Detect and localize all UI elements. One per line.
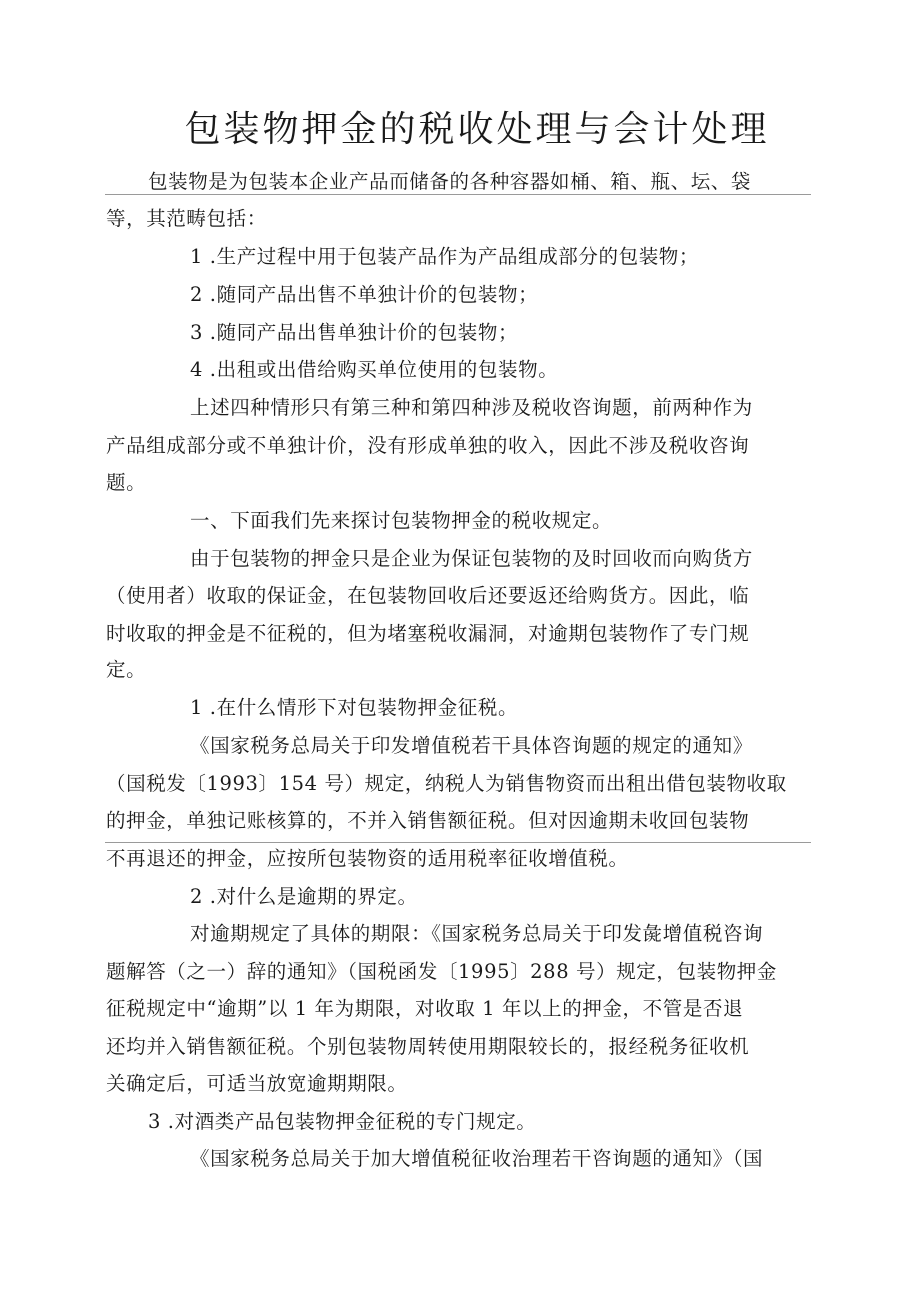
paragraph-line: 定。 [106, 658, 147, 681]
paragraph-line: 对逾期规定了具体的期限：《国家税务总局关于印发彘增值税咨询 [190, 922, 764, 945]
paragraph-line: 不再退还的押金，应按所包装物资的适用税率征收增值税。 [106, 847, 629, 870]
paragraph-line: 的押金，单独记账核算的，不并入销售额征税。但对因逾期未收回包装物 [106, 809, 750, 832]
document-title: 包装物押金的税收处理与会计处理 [184, 109, 770, 150]
section-heading: 一、下面我们先来探讨包装物押金的税收规定。 [190, 509, 613, 532]
paragraph-line: 产品组成部分或不单独计价，没有形成单独的收入，因此不涉及税收咨询 [106, 434, 750, 457]
list-item: 2 .随同产品出售不单独计价的包装物； [190, 283, 539, 306]
paragraph-line: 上述四种情形只有第三种和第四种涉及税收咨询题，前两种作为 [190, 396, 753, 419]
list-item: 4 .出租或出借给购买单位使用的包装物。 [190, 358, 559, 381]
paragraph-line: 征税规定中“逾期”以 1 年为期限，对收取 1 年以上的押金，不管是否退 [106, 997, 744, 1020]
divider-line [105, 842, 811, 843]
paragraph-line: 由于包装物的押金只是企业为保证包装物的及时回收而向购货方 [190, 547, 753, 570]
list-item: 1 .生产过程中用于包装产品作为产品组成部分的包装物； [190, 245, 700, 268]
subsection-heading: 3 .对酒类产品包装物押金征税的专门规定。 [148, 1110, 537, 1133]
paragraph-line: 时收取的押金是不征税的，但为堵塞税收漏洞，对逾期包装物作了专门规 [106, 622, 750, 645]
paragraph-line: 还均并入销售额征税。个别包装物周转使用期限较长的，报经税务征收机 [106, 1035, 750, 1058]
subsection-heading: 1 .在什么情形下对包装物押金征税。 [190, 696, 519, 719]
paragraph-line: 关确定后，可适当放宽逾期期限。 [106, 1072, 408, 1095]
paragraph-line: （国税发〔1993〕154 号）规定，纳税人为销售物资而出租出借包装物收取 [106, 772, 787, 795]
subsection-heading: 2 .对什么是逾期的界定。 [190, 885, 418, 908]
paragraph-line: 题。 [106, 471, 147, 494]
paragraph-line: 题解答（之一）辞的通知》（国税函发〔1995〕288 号）规定，包装物押金 [106, 960, 777, 983]
paragraph-line: 等，其范畴包括： [106, 207, 267, 230]
paragraph-line: （使用者）收取的保证金，在包装物回收后还要返还给购货方。因此，临 [106, 584, 750, 607]
paragraph-line: 《国家税务总局关于加大增值税征收治理若干咨询题的通知》（国 [190, 1147, 764, 1170]
divider-line [105, 194, 811, 195]
list-item: 3 .随同产品出售单独计价的包装物； [190, 321, 519, 344]
paragraph-line: 包装物是为包装本企业产品而储备的各种容器如桶、箱、瓶、坛、袋 [148, 170, 752, 193]
paragraph-line: 《国家税务总局关于印发增值税若干具体咨询题的规定的通知》 [190, 734, 753, 757]
